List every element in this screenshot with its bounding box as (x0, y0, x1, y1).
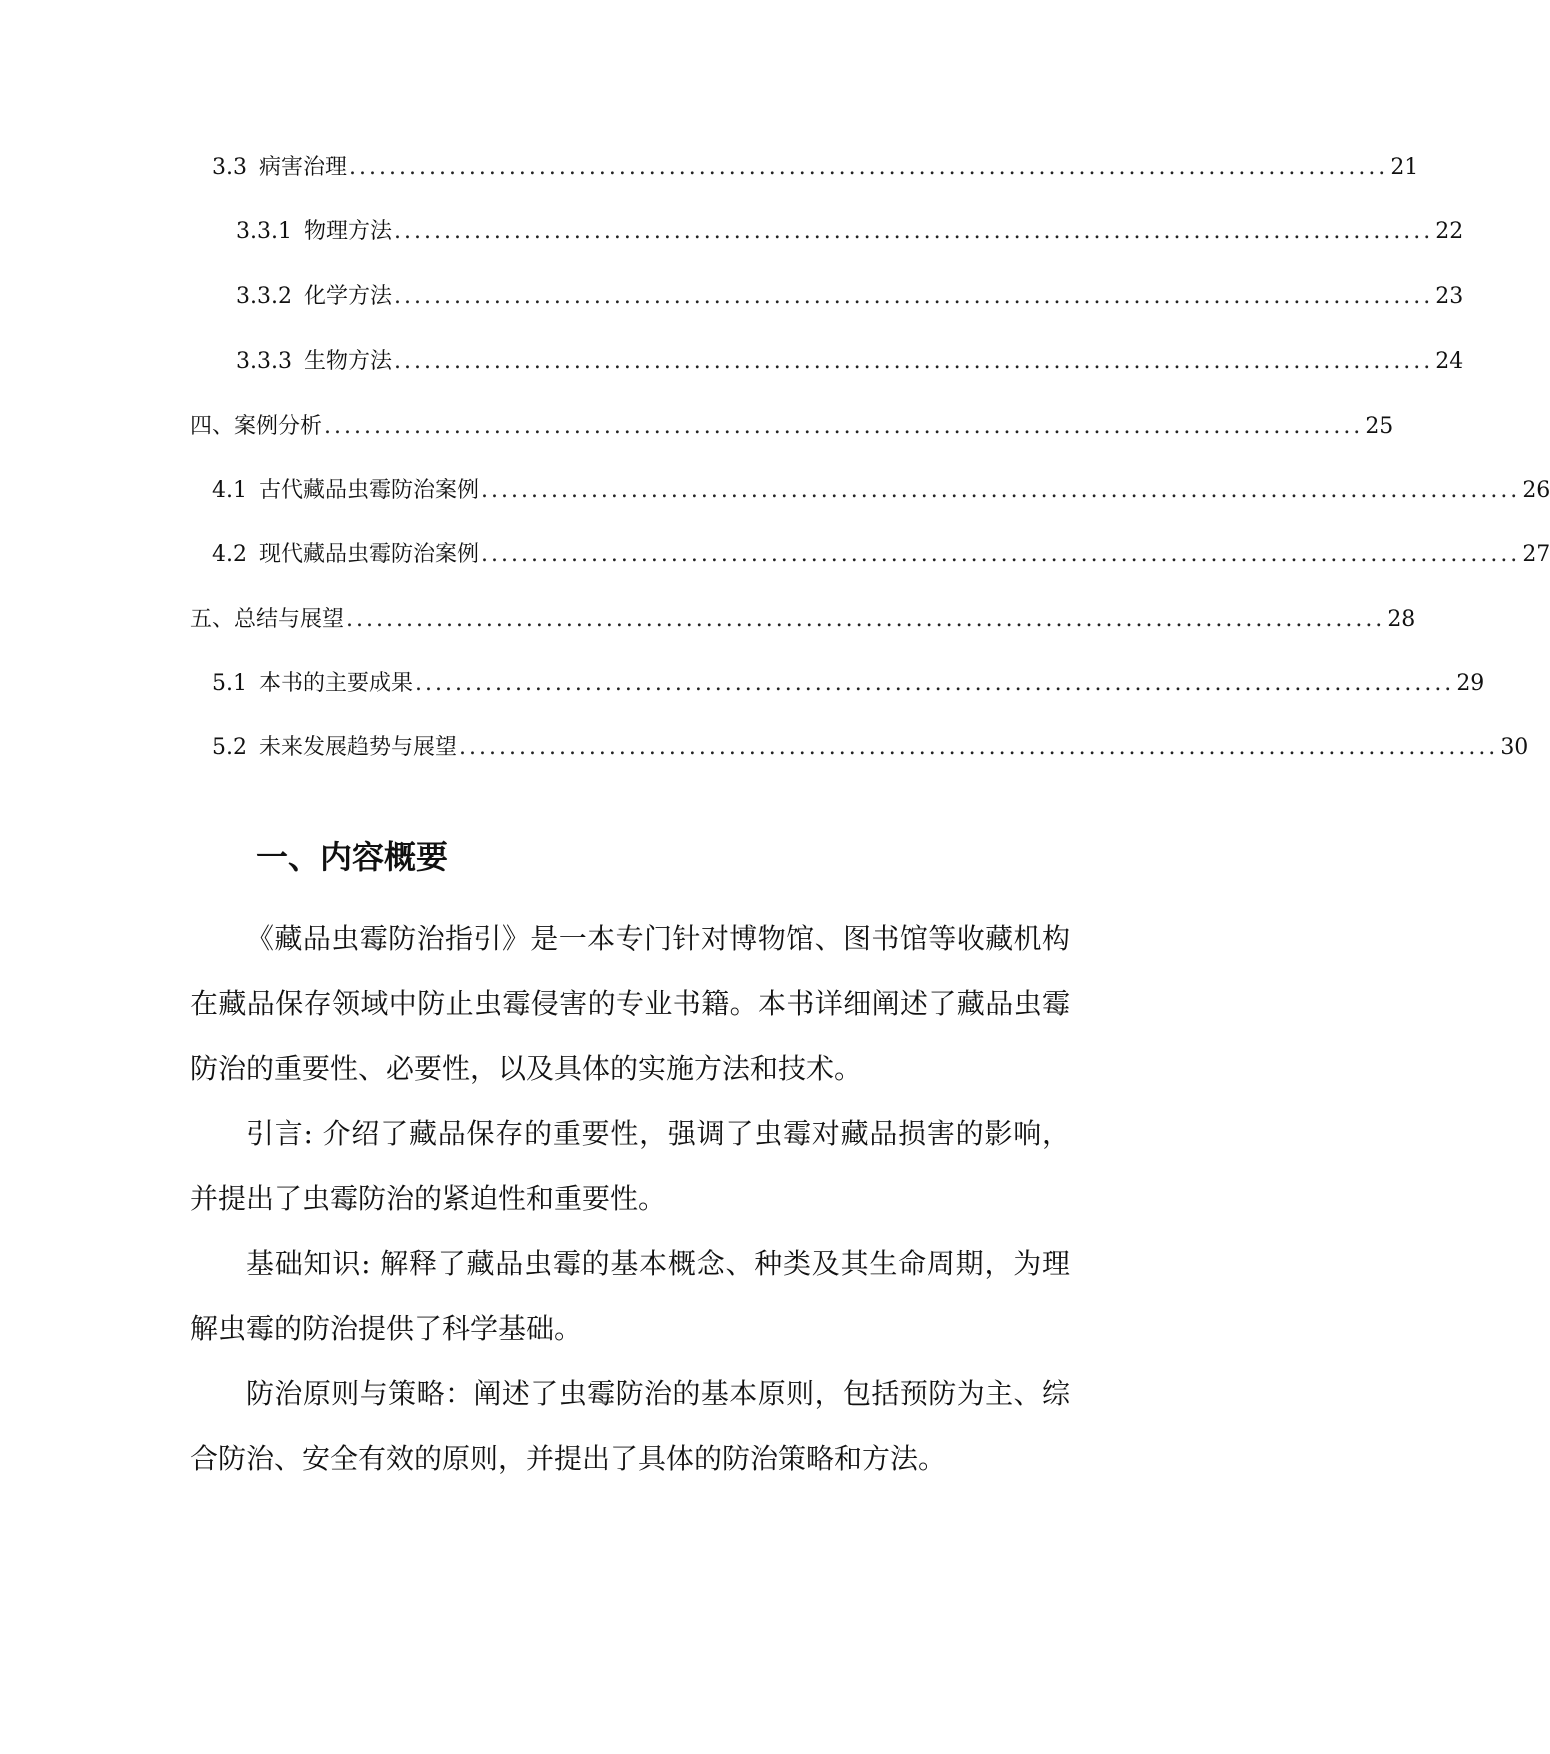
toc-entry-page: 27 (1522, 542, 1550, 567)
toc-entry-title: 化学方法 (303, 284, 392, 309)
toc-entry-page: 23 (1435, 284, 1464, 309)
toc-entry-page: 25 (1365, 414, 1394, 439)
toc-entry-page: 30 (1500, 735, 1529, 760)
toc-entry-page: 29 (1456, 671, 1485, 696)
toc-entry-number: 3.3.1 (236, 219, 292, 244)
paragraph: 防治原则与策略：阐述了虫霉防治的基本原则，包括预防为主、综合防治、安全有效的原则，并提出了具体的防治策略和方法。 (190, 1377, 1070, 1475)
toc-dot-leader: ........................................................................................................ (349, 155, 1389, 180)
toc-entry-page: 22 (1435, 219, 1464, 244)
section-heading: 一、内容概要 (256, 838, 449, 876)
toc-entry-title: 未来发展趋势与展望 (259, 735, 458, 760)
toc-entry-page: 26 (1522, 478, 1550, 503)
toc-dot-leader: ........................................................................................................ (459, 735, 1499, 760)
toc-entry[interactable] (212, 148, 1419, 188)
toc-dot-leader: ........................................................................................................ (346, 607, 1386, 632)
toc-entry-number: 4.1 (212, 478, 247, 503)
toc-dot-leader: ........................................................................................................ (481, 478, 1521, 503)
toc-entry-page: 28 (1387, 607, 1416, 632)
toc-entry-number: 4.2 (212, 542, 247, 567)
toc-entry[interactable] (212, 728, 1529, 768)
toc-entry-number: 3.3 (212, 155, 247, 180)
toc-entry-page: 24 (1435, 349, 1464, 374)
toc-entry-number: 5.2 (212, 735, 247, 760)
toc-entry-title: 生物方法 (303, 349, 392, 374)
toc-entry[interactable] (190, 600, 1416, 640)
paragraph: 《藏品虫霉防治指引》是一本专门针对博物馆、图书馆等收藏机构在藏品保存领域中防止虫霉侵害的专业书籍。本书详细阐述了藏品虫霉防治的重要性、必要性，以及具体的实施方法和技术。 (190, 922, 1070, 1085)
toc-entry[interactable] (190, 407, 1394, 447)
toc-entry[interactable] (236, 342, 1464, 382)
toc-entry-title: 病害治理 (259, 155, 348, 180)
toc-entry-title: 物理方法 (303, 219, 392, 244)
toc-entry[interactable] (236, 212, 1464, 252)
paragraph: 基础知识: 解释了藏品虫霉的基本概念、种类及其生命周期，为理解虫霉的防治提供了科学基础。 (190, 1247, 1070, 1345)
paragraph: 引言: 介绍了藏品保存的重要性，强调了虫霉对藏品损害的影响，并提出了虫霉防治的紧迫性和重要性。 (190, 1117, 1070, 1215)
toc-entry-number: 5.1 (212, 671, 247, 696)
toc-entry-title: 四、案例分析 (190, 414, 323, 439)
toc-entry[interactable] (236, 277, 1464, 317)
toc-entry-number: 3.3.2 (236, 284, 292, 309)
section-body (190, 906, 1070, 1491)
toc-entry-number: 3.3.3 (236, 349, 292, 374)
toc-entry-title: 五、总结与展望 (190, 607, 345, 632)
toc-entry-title: 古代藏品虫霉防治案例 (259, 478, 480, 503)
toc-dot-leader: ........................................................................................................ (394, 219, 1434, 244)
toc-entry-title: 本书的主要成果 (259, 671, 414, 696)
toc-dot-leader: ........................................................................................................ (415, 671, 1455, 696)
toc-dot-leader: ........................................................................................................ (324, 414, 1364, 439)
toc-entry-title: 现代藏品虫霉防治案例 (259, 542, 480, 567)
toc-entry[interactable] (212, 471, 1550, 511)
toc-dot-leader: ........................................................................................................ (394, 284, 1434, 309)
toc-dot-leader: ........................................................................................................ (394, 349, 1434, 374)
toc-entry[interactable] (212, 535, 1550, 575)
toc-entry-page: 21 (1390, 155, 1419, 180)
toc-entry[interactable] (212, 664, 1485, 704)
toc-dot-leader: ........................................................................................................ (481, 542, 1521, 567)
